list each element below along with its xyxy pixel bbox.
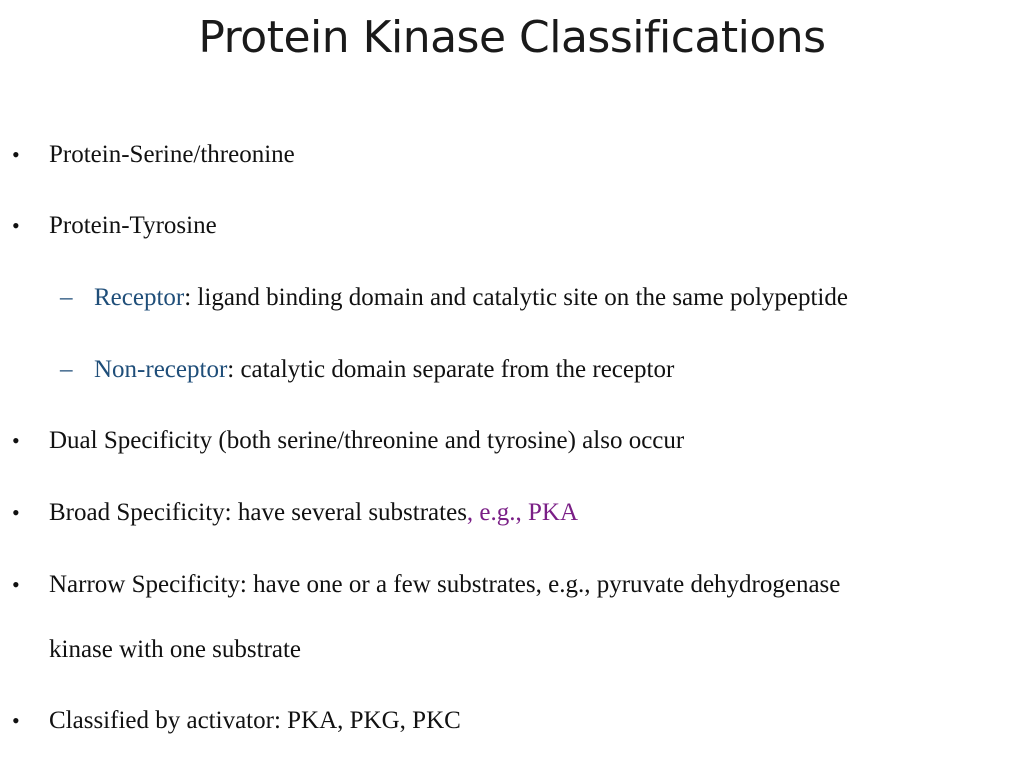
- sub-bullet-non-receptor: [94, 356, 674, 384]
- bullet-tyrosine: Protein-Tyrosine: [49, 212, 217, 239]
- bullet-narrow-specificity-line1: Narrow Specificity: have one or a few substrates, e.g., pyruvate dehydrogenase: [49, 571, 841, 598]
- bullet-marker: •: [12, 213, 20, 238]
- bullet-marker: •: [12, 142, 20, 167]
- broad-specificity-text: Broad Specificity: have several substrates: [49, 499, 467, 526]
- bullet-dual-specificity: Dual Specificity (both serine/threonine and tyrosine) also occur: [49, 427, 685, 454]
- bullet-marker: •: [12, 428, 20, 453]
- bullet-marker: •: [12, 500, 20, 525]
- receptor-label: Receptor: [94, 284, 185, 311]
- bullet-marker: •: [12, 708, 20, 733]
- bullet-narrow-specificity-line2: kinase with one substrate: [49, 636, 302, 663]
- bullet-broad-specificity: [49, 499, 578, 527]
- non-receptor-text: : catalytic domain separate from the receptor: [227, 356, 675, 383]
- slide-title: Protein Kinase Classifications: [198, 12, 826, 63]
- sub-bullet-dash: –: [60, 356, 73, 383]
- bullet-marker: •: [12, 572, 20, 597]
- bullet-classified-by-activator: Classified by activator: PKA, PKG, PKC: [49, 707, 461, 734]
- non-receptor-label: Non-receptor: [94, 356, 228, 383]
- receptor-text: : ligand binding domain and catalytic site on the same polypeptide: [184, 284, 848, 311]
- sub-bullet-dash: –: [60, 284, 73, 311]
- bullet-serine-threonine: Protein-Serine/threonine: [49, 141, 295, 168]
- broad-specificity-example: , e.g., PKA: [466, 499, 579, 526]
- sub-bullet-receptor: [94, 284, 848, 312]
